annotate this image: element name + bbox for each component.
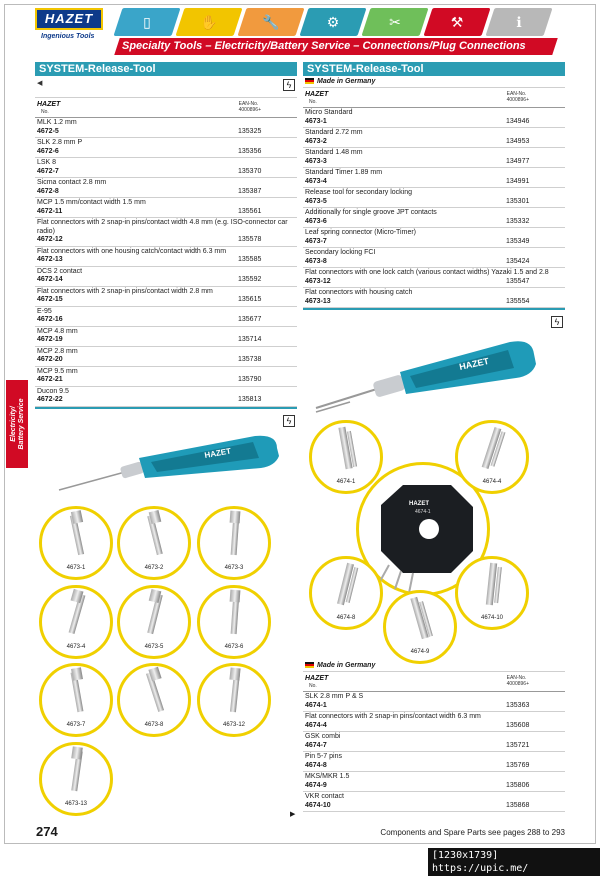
right-column [303,62,565,332]
prev-arrow-icon: ◀ [37,80,43,87]
product-number: 4672-22 [37,396,63,403]
tip-label: 4673-12 [222,722,246,728]
left-table-header [35,98,297,118]
product-number: 4672-16 [37,316,63,323]
product-number: 4674-9 [305,781,327,789]
ean-number: 135608 [506,721,530,729]
hand-tools-icon: ✋ [200,14,218,30]
product-number: 4673-6 [305,217,327,225]
table-row [35,367,297,387]
tool-tip-shaft [71,510,83,524]
ean-number: 135868 [506,801,530,809]
tip-image-circle [39,742,113,816]
right-table-header-2 [303,672,565,692]
table-header-ean [239,101,261,113]
product-description: Additionally for single groove JPT contacts [305,209,437,216]
svg-text:HAZET: HAZET [409,501,429,507]
product-number: 4672-7 [37,167,59,175]
tip-image-circle [117,663,191,737]
product-description: MCP 4.8 mm [37,327,78,335]
product-description: Micro Standard [305,109,353,116]
ean-number: 135349 [506,237,530,245]
logo-tagline: Ingenious Tools [41,33,95,40]
product-description: GSK combi [305,733,341,740]
table-row [303,128,565,148]
product-description: MCP 2.8 mm [37,347,78,355]
tool-tip-shaft [71,746,83,759]
logo-mark: HAZET [35,8,103,30]
tip-label: 4673-8 [144,722,164,728]
ean-number: 135301 [506,197,530,205]
tool-tip-shaft [229,668,240,681]
product-number: 4674-8 [305,761,327,769]
table-row [35,247,297,267]
tool-tip-shaft [230,511,241,524]
table-row [35,218,297,247]
table-row [35,178,297,198]
product-number: 4674-7 [305,741,327,749]
lightning-icon: ϟ [283,415,295,427]
tip-image-circle [197,663,271,737]
ean-number: 135554 [506,297,530,305]
product-description: Standard Timer 1.89 mm [305,169,383,176]
product-number: 4672-13 [37,256,63,263]
tip-image-circle [39,506,113,580]
product-number: 4674-4 [305,721,327,729]
table-row [35,158,297,178]
product-description: VKR contact [305,793,344,800]
tip-image-circle [309,420,383,494]
release-tool-image-left [55,428,285,498]
category-tab-doc[interactable] [113,8,180,36]
table-header-logo: HAZET [305,91,329,98]
release-tool-image-right [310,332,540,422]
tip-label: 4674-1 [336,479,356,485]
socket-icon: ⚙ [326,14,340,30]
category-tab-hand-tools[interactable] [175,8,242,36]
tip-label: 4674-9 [410,649,430,655]
category-tab-pliers[interactable] [361,8,428,36]
product-number: 4673-7 [305,237,327,245]
product-number: 4672-15 [37,296,63,303]
tip-label: 4673-2 [144,565,164,571]
product-number: 4672-21 [37,376,63,383]
table-header-ean [507,675,529,687]
left-column [35,62,297,431]
product-number: 4672-14 [37,276,63,283]
product-description: Flat connectors with 2 snap-in pins/contact width 2.8 mm [37,287,213,295]
category-tab-wrenches[interactable] [237,8,304,36]
ean-number: 135721 [506,741,530,749]
product-description: SLK 2.8 mm P [37,139,83,146]
ean-label: EAN-No. [506,675,527,681]
ean-number: 135578 [238,236,262,243]
table-row [303,188,565,208]
right-product-list [303,108,565,308]
right-table-header [303,88,565,108]
product-number: 4673-13 [305,297,331,305]
tip-label: 4673-1 [66,565,86,571]
product-number: 4672-20 [37,356,63,363]
product-number: 4673-3 [305,157,327,165]
brand-logo [35,8,107,44]
ean-number: 135585 [238,256,262,263]
ean-label: EAN-No. [506,91,527,97]
ean-number: 135806 [506,781,530,789]
svg-text:HAZET: HAZET [458,355,490,372]
right-product-list-2 [303,692,565,812]
product-description: Sicma contact 2.8 mm [37,179,107,186]
side-section-tab [6,380,28,468]
ean-number: 134977 [506,157,530,165]
product-description: Flat connectors with 2 snap-in pins/contact width 4.8 mm (e.g. ISO-connector car radio) [37,219,288,235]
table-row [303,792,565,812]
side-tab-label [10,382,26,466]
product-number: 4672-8 [37,187,59,195]
table-row [35,387,297,407]
ean-number: 135769 [506,761,530,769]
table-row [35,347,297,367]
specialty-tools-icon: ⚒ [450,14,464,30]
tip-label: 4673-5 [144,644,164,650]
table-row [303,732,565,752]
product-description: Flat connectors with one housing catch/contact width 6.3 mm [37,247,227,255]
ean-number: 135387 [238,187,262,195]
ean-number: 134946 [506,117,530,125]
tip-label: 4674-4 [482,479,502,485]
product-description: Flat connectors with housing catch [305,289,413,296]
product-description: LSK 8 [37,159,57,166]
next-arrow-icon: ▶ [290,811,296,818]
tip-image-circle [455,420,529,494]
ean-number: 134991 [506,177,530,185]
tip-label: 4673-3 [224,565,244,571]
info-icon: ℹ [516,14,522,30]
product-description: E-95 [37,307,52,315]
table-row [303,712,565,732]
svg-text:HAZET: HAZET [203,446,232,460]
ean-number: 135615 [238,296,262,303]
product-number: 4673-12 [305,277,331,285]
ean-number: 135424 [506,257,530,265]
ean-number: 135363 [506,701,530,709]
table-header-logo: HAZET [305,675,329,682]
product-description: SLK 2.8 mm P & S [305,693,364,700]
left-subheader [35,76,297,98]
category-tab-info[interactable] [485,8,552,36]
ean-prefix: 4000896+ [506,97,529,103]
page-number: 274 [36,824,58,839]
table-row [303,288,565,308]
table-header-no: No. [41,109,49,115]
ean-number: 135813 [238,396,262,403]
table-row [35,118,297,138]
tip-label: 4674-8 [336,615,356,621]
product-number: 4672-5 [37,127,59,135]
ean-number: 135547 [506,277,530,285]
ean-number: 135332 [506,217,530,225]
tool-head-label: 4674-1 [415,509,431,515]
product-description: Flat connectors with 2 snap-in pins/contact width 6.3 mm [305,713,481,720]
image-watermark: [1230x1739] https://upic.me/ [428,848,600,876]
product-description: MCP 9.5 mm [37,367,78,375]
product-description: MKS/MKR 1.5 [305,773,350,780]
ean-number: 135738 [238,356,262,363]
product-description: MLK 1.2 mm [37,119,77,126]
table-row [303,228,565,248]
made-in-germany [305,78,375,85]
product-description: Ducon 9.5 [37,387,69,395]
product-description: DCS 2 contact [37,267,83,275]
product-number: 4673-1 [305,117,327,125]
ean-number: 135325 [238,127,262,135]
ean-prefix: 4000896+ [238,107,261,113]
table-row [303,108,565,128]
banner-title: Specialty Tools – Electricity/Battery Service – Connections/Plug Connections [122,40,526,52]
ean-number: 135356 [238,147,262,155]
tip-image-circle [197,506,271,580]
product-description: Release tool for secondary locking [305,189,413,196]
tip-image-circle [117,585,191,659]
ean-number: 135370 [238,167,262,175]
category-tab-sockets[interactable] [299,8,366,36]
right-column-2 [303,660,565,812]
ean-label: EAN-No. [238,101,259,107]
product-description: Standard 1.48 mm [305,149,363,156]
side-tab-line-1: Electricity/ [10,406,17,442]
ean-number: 135592 [238,276,262,283]
tip-image-circle [309,556,383,630]
made-in-germany-2 [305,662,375,669]
table-row [303,248,565,268]
german-flag-icon [305,662,314,668]
table-header-logo: HAZET [37,101,61,108]
table-row [303,148,565,168]
product-number: 4672-6 [37,147,59,155]
left-section-title: SYSTEM-Release-Tool [35,62,297,76]
tip-image-circle [383,590,457,664]
product-number: 4673-2 [305,137,327,145]
tip-image-circle [455,556,529,630]
right-image-header [303,310,565,332]
tip-image-circle [117,506,191,580]
tool-tip-shaft [149,510,162,524]
right-subheader-2 [303,660,565,672]
tip-label: 4673-13 [64,801,88,807]
product-description: Leaf spring connector (Micro-Timer) [305,229,416,236]
table-row [303,692,565,712]
ean-prefix: 4000896+ [506,681,529,687]
side-tab-line-2: Battery Service [18,398,25,450]
table-row [303,168,565,188]
left-product-list [35,118,297,407]
product-description: MCP 1.5 mm/contact width 1.5 mm [37,199,146,206]
table-row [35,327,297,347]
footer-note: Components and Spare Parts see pages 288 to 293 [380,828,565,837]
right-section-title: SYSTEM-Release-Tool [303,62,565,76]
product-number: 4673-8 [305,257,327,265]
tip-label: 4674-10 [480,615,504,621]
table-row [303,752,565,772]
table-row [35,287,297,307]
ean-number: 134953 [506,137,530,145]
product-number: 4672-11 [37,207,63,215]
tool-tip-shaft [71,667,83,681]
pliers-icon: ✂ [389,14,401,30]
product-number: 4672-19 [37,336,63,343]
table-row [303,772,565,792]
table-row [35,198,297,218]
product-description: Secondary locking FCI [305,249,376,256]
ean-number: 135714 [238,336,262,343]
tip-label: 4673-6 [224,644,244,650]
product-description: Flat connectors with one lock catch (various contact widths) Yazaki 1.5 and 2.8 [305,269,549,276]
tip-image-circle [197,585,271,659]
product-number: 4672-12 [37,236,63,243]
table-row [35,267,297,287]
right-subheader [303,76,565,88]
product-number: 4674-1 [305,701,327,709]
product-description: Pin 5-7 pins [305,753,342,760]
table-row [303,208,565,228]
ean-number: 135561 [238,207,262,215]
lightning-icon: ϟ [551,316,563,328]
lightning-icon: ϟ [283,79,295,91]
made-in-label-2: Made in Germany [317,662,376,669]
table-row [35,138,297,158]
tip-label: 4673-4 [66,644,86,650]
made-in-label: Made in Germany [317,78,376,85]
table-header-ean [507,91,529,103]
product-number: 4673-4 [305,177,327,185]
tip-label: 4673-7 [66,722,86,728]
category-tab-specialty[interactable] [423,8,490,36]
wrench-icon: 🔧 [262,14,280,30]
document-icon: ▯ [143,14,151,30]
product-description: Standard 2.72 mm [305,129,363,136]
table-header-no: No. [309,683,317,689]
ean-number: 135677 [238,316,262,323]
german-flag-icon [305,78,314,84]
ean-number: 135790 [238,376,262,383]
tip-image-circle [39,585,113,659]
table-header-no: No. [309,99,317,105]
product-number: 4673-5 [305,197,327,205]
product-number: 4674-10 [305,801,331,809]
tool-tip-shaft [230,590,241,603]
table-row [303,268,565,288]
table-row [35,307,297,327]
tip-image-circle [39,663,113,737]
